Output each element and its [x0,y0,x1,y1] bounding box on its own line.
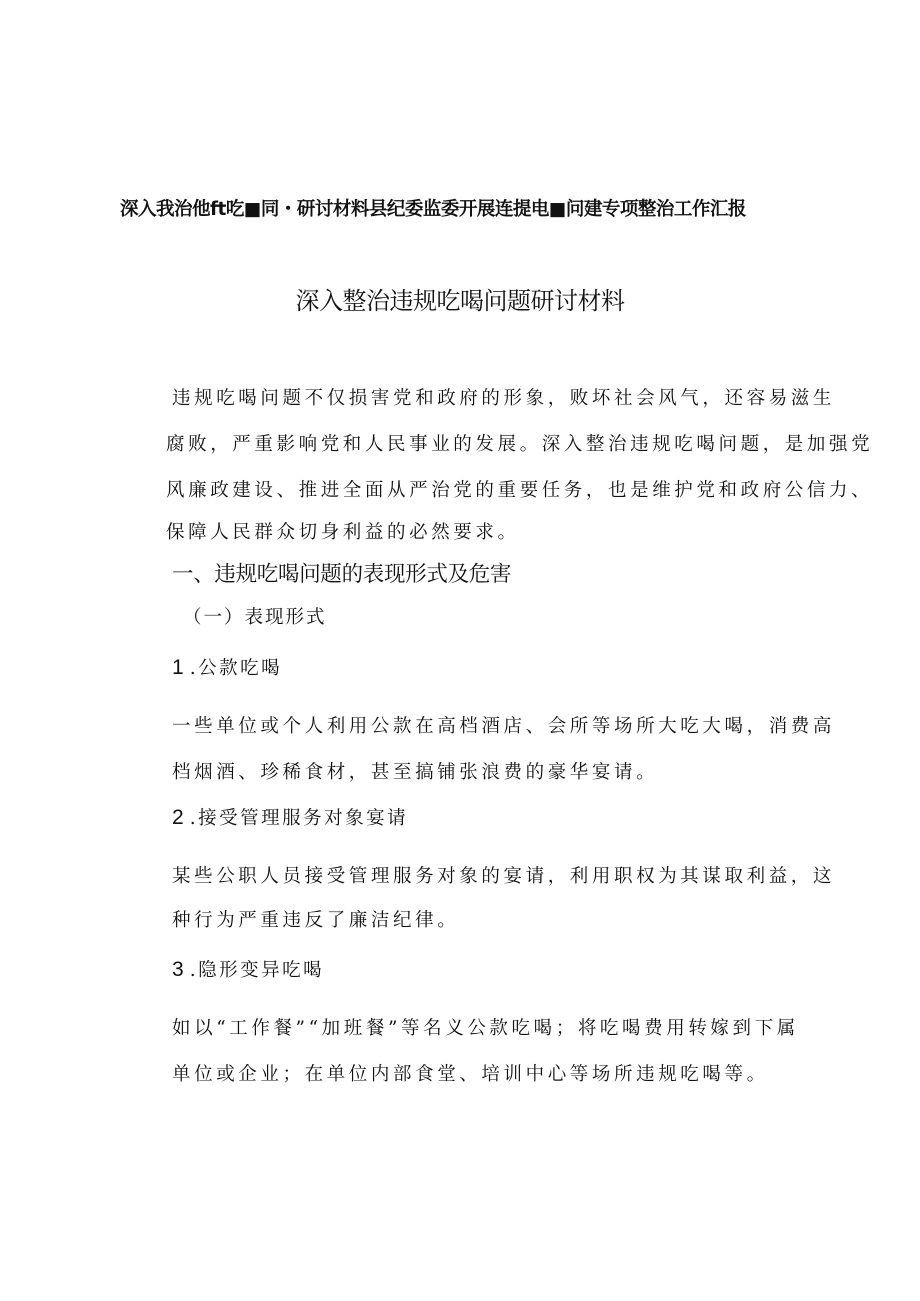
item-heading-1 [172,654,282,683]
file-title: 深入我治他ft吃■同・研讨材料县纪委监委开展连提电■问建专项整治工作汇报 [120,199,746,220]
item-number: 2 [172,806,184,829]
item-heading-3 [172,956,324,985]
item-heading-2 [172,804,408,833]
subsection-heading: （一）表现形式 [183,607,327,628]
section-heading: 一、违规吃喝问题的表现形式及危害 [172,562,512,587]
item-number: 1 [172,656,184,679]
item-title: .接受管理服务对象宴请 [189,808,409,829]
main-title: 深入整治违规吃喝问题研讨材料 [295,287,625,315]
document-page: 深入我治他ft吃■同・研讨材料县纪委监委开展连提电■问建专项整治工作汇报 深入整治违规吃喝问题研讨材料 违规吃喝问题不仅损害党和政府的形象，败坏社会风气，还容易滋生 腐败，严重影响党和人民事业的发展。深入整治违规吃喝问题，是加强党 风廉政建设、推进全面从严治党的重要任务，也是维护党和政府公信力、 保障人民群众切身利益的必然要求。 一、违规吃喝问题的表现形式及危害 （一）表现形式 1 .公款吃喝 一些单位或个人利用公款在高档酒店、会所等场所大吃大喝，消费高 档烟酒、珍稀食材，甚至搞铺张浪费的豪华宴请。 2 .接受管理服务对象宴请 某些公职人员接受管理服务对象的宴请，利用职权为其谋取利益，这 种行为严重违反了廉洁纪律。 3 .隐形变异吃喝 如以“工作餐”“加班餐”等名义公款吃喝；将吃喝费用转嫁到下属 单位或企业；在单位内部食堂、培训中心等场所违规吃喝等。 [0,0,920,1301]
item-title: .公款吃喝 [189,658,283,679]
item-number: 3 [172,958,184,981]
item-title: .隐形变异吃喝 [189,960,325,981]
